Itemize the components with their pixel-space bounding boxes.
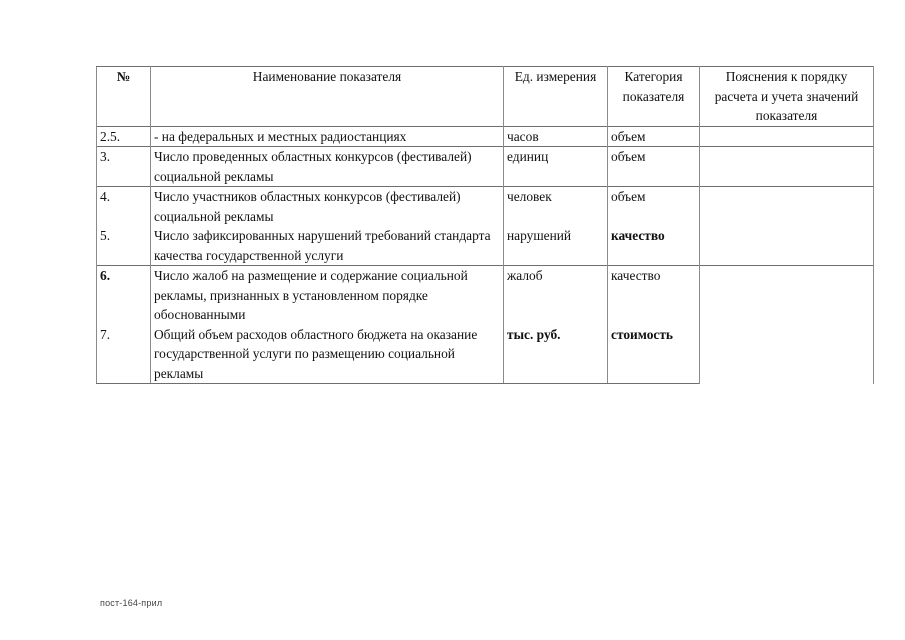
row-name: Общий объем расходов областного бюджета на оказание государственной услуги по размещению социальной рекламы — [151, 325, 504, 384]
table-row — [97, 126, 874, 147]
row-num: 3. — [97, 147, 151, 187]
row-num: 7. — [97, 325, 151, 384]
row-num: 5. — [97, 226, 151, 266]
row-num: 2.5. — [97, 126, 151, 147]
row-explanation — [700, 126, 874, 147]
row-explanation — [700, 266, 874, 384]
row-name: Число зафиксированных нарушений требований стандарта качества государственной услуги — [151, 226, 504, 266]
row-name: - на федеральных и местных радиостанциях — [151, 126, 504, 147]
header-name: Наименование показателя — [151, 67, 504, 127]
indicators-table — [96, 66, 874, 384]
row-unit: тыс. руб. — [504, 325, 608, 384]
row-category: качество — [608, 266, 700, 325]
row-unit: жалоб — [504, 266, 608, 325]
table-row — [97, 266, 874, 325]
row-category: объем — [608, 187, 700, 227]
row-name: Число участников областных конкурсов (фестивалей) социальной рекламы — [151, 187, 504, 227]
row-explanation — [700, 187, 874, 266]
row-unit: часов — [504, 126, 608, 147]
row-category: объем — [608, 126, 700, 147]
row-category: качество — [608, 226, 700, 266]
table-row — [97, 147, 874, 187]
row-category: стоимость — [608, 325, 700, 384]
row-unit: единиц — [504, 147, 608, 187]
header-category: Категория показателя — [608, 67, 700, 127]
row-num: 6. — [97, 266, 151, 325]
header-unit: Ед. измерения — [504, 67, 608, 127]
row-explanation — [700, 147, 874, 187]
table-row — [97, 187, 874, 227]
table-header-row — [97, 67, 874, 127]
row-category: объем — [608, 147, 700, 187]
row-unit: человек — [504, 187, 608, 227]
footer-file-label: пост-164-прил — [100, 598, 163, 608]
row-name: Число проведенных областных конкурсов (фестивалей) социальной рекламы — [151, 147, 504, 187]
row-name: Число жалоб на размещение и содержание социальной рекламы, признанных в установленном порядке обоснованными — [151, 266, 504, 325]
header-explanation: Пояснения к порядку расчета и учета значений показателя — [700, 67, 874, 127]
header-num: № — [97, 67, 151, 127]
row-num: 4. — [97, 187, 151, 227]
row-unit: нарушений — [504, 226, 608, 266]
